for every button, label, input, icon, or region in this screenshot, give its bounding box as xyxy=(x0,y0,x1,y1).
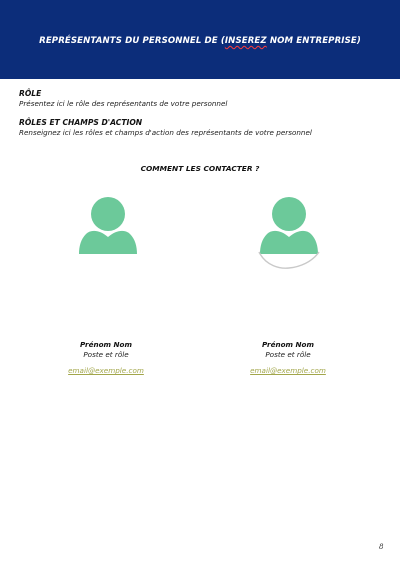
header-banner xyxy=(0,0,400,79)
contact-email-link[interactable]: email@exemple.com xyxy=(250,366,326,375)
role-section xyxy=(19,89,389,109)
roles-fields-description: Renseignez ici les rôles et champs d'action des représentants de votre personnel xyxy=(19,128,312,137)
roles-fields-heading: RÔLES ET CHAMPS D'ACTION xyxy=(19,118,143,127)
contact-email-link[interactable]: email@exemple.com xyxy=(68,366,144,375)
roles-fields-section xyxy=(19,118,389,138)
page-number: 8 xyxy=(379,543,384,551)
contact-role: Poste et rôle xyxy=(83,350,129,359)
title-placeholder-word: INSEREZ xyxy=(224,36,267,46)
contact-role: Poste et rôle xyxy=(265,350,311,359)
role-description: Présentez ici le rôle des représentants de votre personnel xyxy=(19,99,228,108)
person-silhouette-icon xyxy=(78,194,138,256)
contact-name: Prénom Nom xyxy=(80,340,132,349)
contact-card xyxy=(36,340,176,378)
page-title xyxy=(0,36,400,46)
contact-heading: COMMENT LES CONTACTER ? xyxy=(140,164,260,173)
contact-name: Prénom Nom xyxy=(262,340,314,349)
contact-card xyxy=(218,340,358,378)
title-suffix: NOM ENTREPRISE) xyxy=(266,36,361,46)
role-heading: RÔLE xyxy=(19,89,42,98)
title-prefix: REPRÉSENTANTS DU PERSONNEL DE ( xyxy=(39,36,225,46)
person-silhouette-icon xyxy=(258,194,320,270)
